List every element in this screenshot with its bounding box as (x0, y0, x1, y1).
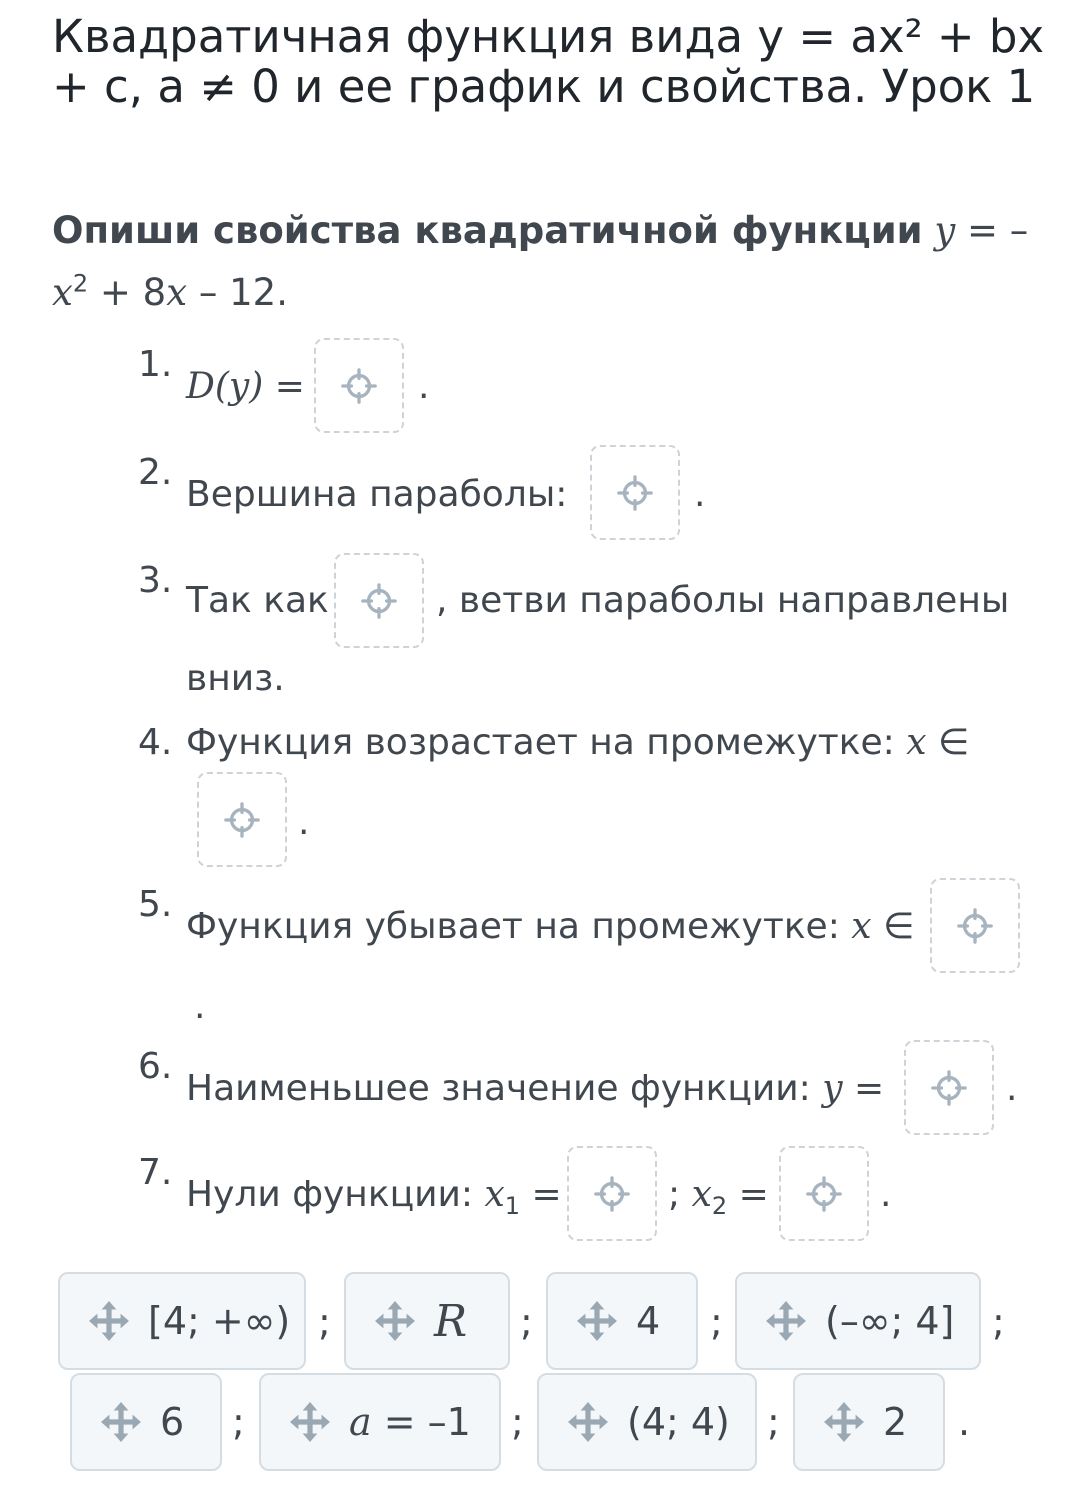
item-2-text: Вершина параболы: (186, 474, 568, 515)
answer-chip[interactable]: a = –1 (259, 1373, 501, 1471)
drop-target-5[interactable] (930, 878, 1020, 973)
chip-separator: ; (992, 1300, 1005, 1344)
item-7-mid: ; $x_2$ = (668, 1174, 769, 1221)
item-end-dot: . (194, 986, 206, 1027)
item-number: 6. (138, 1046, 173, 1087)
item-end-dot: . (298, 802, 310, 843)
item-number: 1. (138, 344, 173, 385)
move-icon (289, 1401, 331, 1443)
move-icon (374, 1300, 416, 1342)
crosshair-icon (340, 367, 378, 405)
drop-target-1[interactable] (314, 338, 404, 433)
answer-chip[interactable]: (–∞; 4] (735, 1272, 981, 1370)
crosshair-icon (956, 907, 994, 945)
chip-terminator: . (958, 1400, 971, 1444)
task-prompt: Опиши свойства квадратичной функции y = – $x^2 + 8x - 12$. (52, 209, 1029, 314)
crosshair-icon (805, 1175, 843, 1213)
drop-target-7a[interactable] (567, 1146, 657, 1241)
item-3-continuation: вниз. (186, 658, 285, 699)
item-end-dot: . (418, 366, 430, 407)
chip-separator: ; (710, 1300, 723, 1344)
move-icon (765, 1300, 807, 1342)
answer-chip[interactable]: R (344, 1272, 510, 1370)
move-icon (567, 1401, 609, 1443)
item-3-text-after: , ветви параболы направлены (436, 580, 1010, 621)
move-icon (88, 1300, 130, 1342)
item-number: 4. (138, 722, 173, 763)
drop-target-7b[interactable] (779, 1146, 869, 1241)
item-number: 5. (138, 884, 173, 925)
crosshair-icon (930, 1069, 968, 1107)
drop-target-6[interactable] (904, 1040, 994, 1135)
crosshair-icon (223, 801, 261, 839)
answer-chip[interactable]: [4; +∞) (58, 1272, 306, 1370)
item-1-text: D(y) = (186, 366, 305, 407)
crosshair-icon (360, 582, 398, 620)
item-number: 2. (138, 452, 173, 493)
chip-separator: ; (767, 1400, 780, 1444)
move-icon (823, 1401, 865, 1443)
item-end-dot: . (1006, 1068, 1018, 1109)
chip-separator: ; (520, 1300, 533, 1344)
drop-target-4[interactable] (197, 772, 287, 867)
lesson-title: Квадратичная функция вида y = ax² + bx + c, a ≠ 0 и ее график и свойства. Урок 1 (52, 10, 1045, 113)
answer-chip[interactable]: 6 (70, 1373, 222, 1471)
item-6-text: Наименьшее значение функции: y = (186, 1068, 885, 1109)
chip-separator: ; (318, 1300, 331, 1344)
chip-separator: ; (232, 1400, 245, 1444)
item-number: 7. (138, 1152, 173, 1193)
item-4-text: Функция возрастает на промежутке: x ∈ (186, 722, 970, 763)
item-number: 3. (138, 560, 173, 601)
crosshair-icon (593, 1175, 631, 1213)
answer-chip[interactable]: 4 (546, 1272, 698, 1370)
drop-target-2[interactable] (590, 445, 680, 540)
drop-target-3[interactable] (334, 553, 424, 648)
item-5-text: Функция убывает на промежутке: x ∈ (186, 906, 915, 947)
item-3-text: Так как (186, 580, 329, 621)
answer-chip[interactable]: (4; 4) (537, 1373, 757, 1471)
crosshair-icon (616, 474, 654, 512)
move-icon (100, 1401, 142, 1443)
answer-chip[interactable]: 2 (793, 1373, 945, 1471)
item-7-text: Нули функции: $x_1$ = (186, 1174, 562, 1221)
move-icon (576, 1300, 618, 1342)
item-end-dot: . (880, 1174, 892, 1215)
chip-separator: ; (511, 1400, 524, 1444)
item-end-dot: . (694, 474, 706, 515)
